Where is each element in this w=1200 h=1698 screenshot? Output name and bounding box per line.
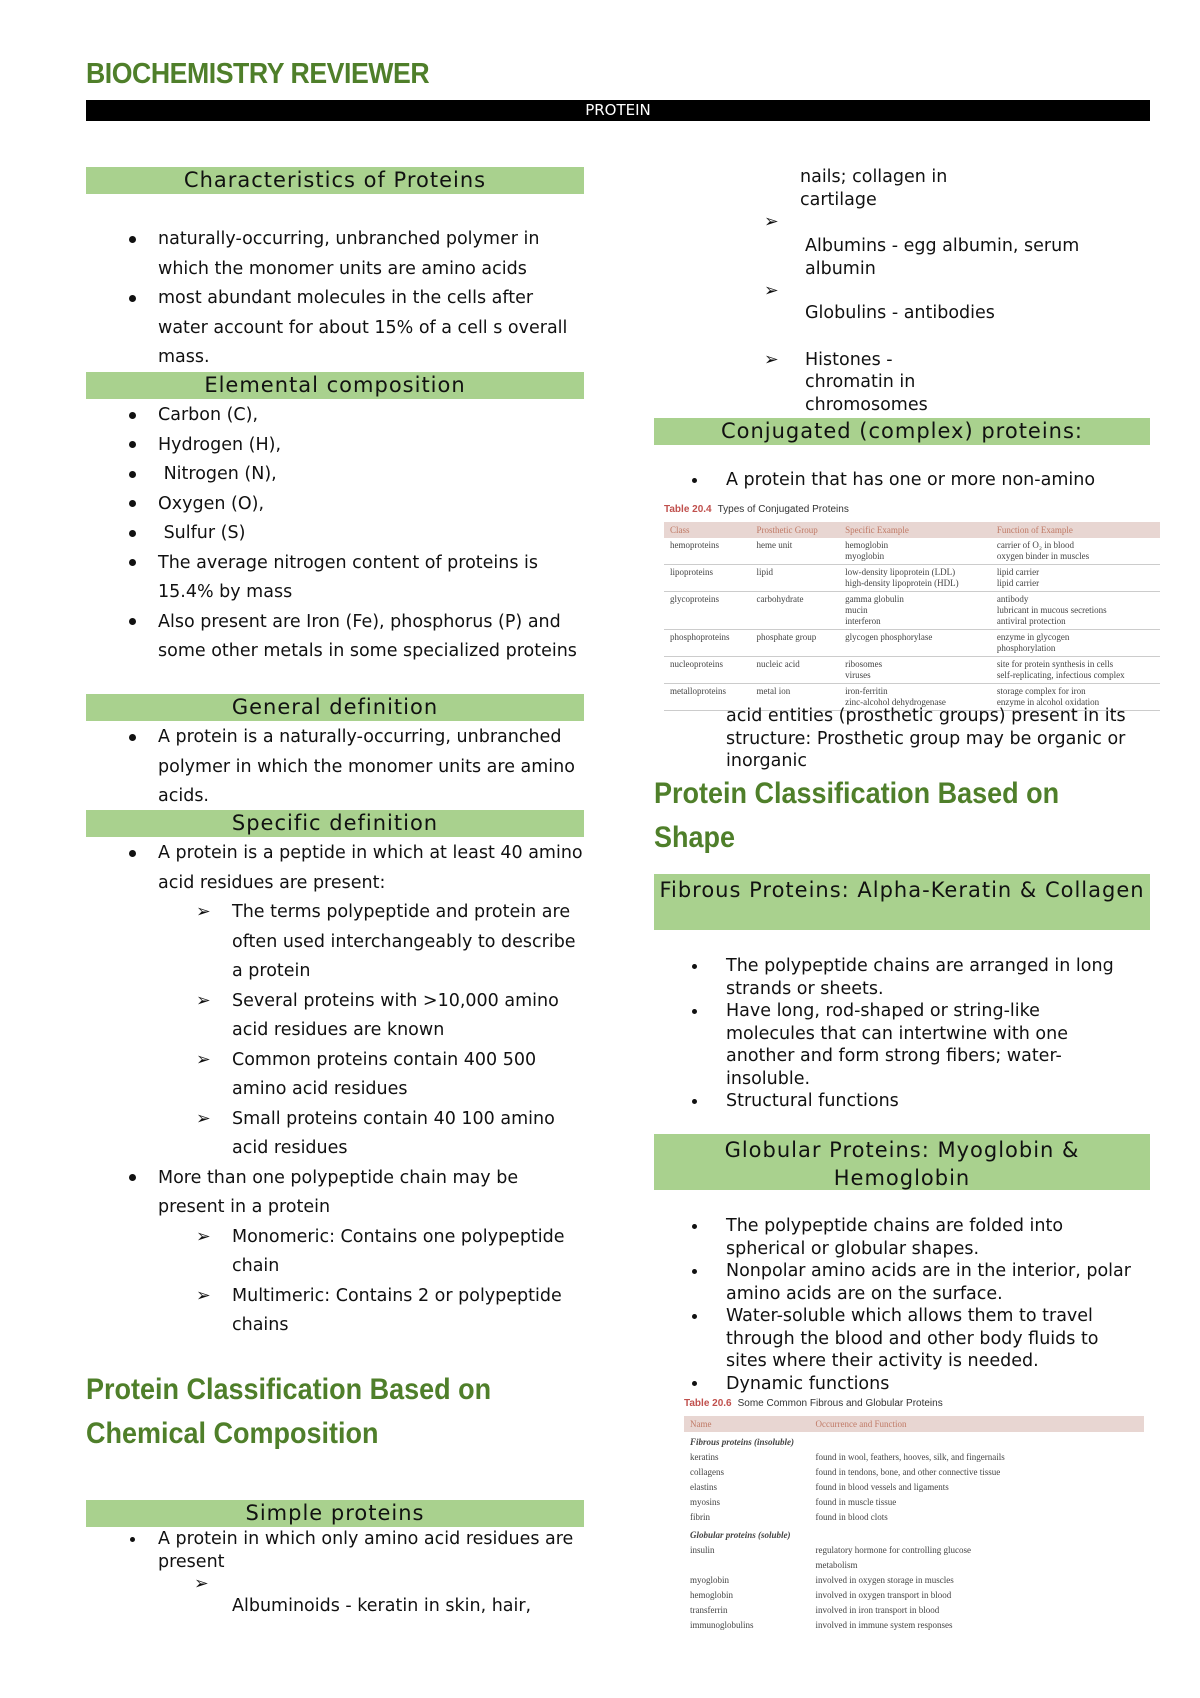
table-cell: iron-ferritin zinc-alcohol dehydrogenase (839, 684, 991, 711)
document-title: BIOCHEMISTRY REVIEWER (86, 58, 430, 90)
list-item: A protein in which only amino acid residues are present (86, 1528, 586, 1573)
list-item: The average nitrogen content of proteins is 15.4% by mass (86, 549, 586, 608)
table-cell: immunoglobulins (690, 1620, 754, 1630)
sub-list-item: ➢ Multimeric: Contains 2 or polypeptide chains (196, 1285, 562, 1335)
sub-list-item: ➢ Common proteins contain 400 500 amino acid residues (196, 1049, 537, 1099)
table-header-cell: Prosthetic Group (751, 522, 840, 538)
table-group-label: Globular proteins (soluble) (690, 1530, 791, 1540)
characteristics-list (86, 225, 586, 373)
table-row (684, 1573, 1144, 1588)
table-row (664, 630, 1160, 657)
table-row (684, 1480, 1144, 1495)
chemical-classification-title: Protein Classification Based on Chemical Composition (86, 1373, 492, 1450)
table-group-row (684, 1432, 1144, 1450)
sub-list-item: ➢ Globulins - antibodies (764, 281, 995, 323)
list-item: A protein is a peptide in which at least 40 amino acid residues are present: (86, 839, 586, 898)
table-cell: involved in immune system responses (815, 1620, 953, 1630)
table-cell: low-density lipoprotein (LDL) high-density lipoprotein (HDL) (839, 565, 991, 592)
fibrous-globular-table (684, 1416, 1144, 1633)
specific-list (86, 839, 586, 1341)
table-row (664, 657, 1160, 684)
table-cell: involved in oxygen storage in muscles (815, 1575, 954, 1585)
list-item: naturally-occurring, unbranched polymer in which the monomer units are amino acids (86, 225, 586, 284)
table-cell: glycogen phosphorylase (839, 630, 991, 657)
sub-list-item: ➢ Histones - chromatin in chromosomes (764, 349, 928, 415)
sub-list-item: ➢ The terms polypeptide and protein are often used interchangeably to describe a protein (196, 902, 576, 981)
list-item: The polypeptide chains are folded into spherical or globular shapes. (654, 1215, 1154, 1260)
table-group-row (684, 1525, 1144, 1543)
table-cell: gamma globulin mucin interferon (839, 592, 991, 630)
table-cell: found in blood vessels and ligaments (815, 1482, 949, 1492)
general-heading: General definition (86, 694, 584, 721)
list-item: More than one polypeptide chain may be present in a protein (86, 1164, 586, 1223)
elemental-heading: Elemental composition (86, 372, 584, 399)
conjugated-proteins-table (664, 522, 1160, 711)
table-header-cell: Name (684, 1416, 810, 1432)
table-cell: elastins (690, 1482, 717, 1492)
list-item: Sulfur (S) (86, 519, 586, 549)
table-cell: ribosomes viruses (839, 657, 991, 684)
table-group-label: Fibrous proteins (insoluble) (690, 1437, 795, 1447)
elemental-list (86, 401, 586, 667)
globular-list (654, 1215, 1154, 1395)
sub-list-item: ➢ Several proteins with >10,000 amino acid residues are known (196, 990, 559, 1040)
table-cell: storage complex for iron enzyme in alcohol oxidation (991, 684, 1160, 711)
table-row (684, 1465, 1144, 1480)
table-cell: keratins (690, 1452, 719, 1462)
table-cell: hemoglobin myoglobin (839, 538, 991, 565)
list-item: Oxygen (O), (86, 490, 586, 520)
list-item: Water-soluble which allows them to travel through the blood and other body fluids to sites where their activity is needed. (654, 1305, 1154, 1373)
table-cell: involved in iron transport in blood (815, 1605, 940, 1615)
table-row (684, 1495, 1144, 1510)
sub-list-item: ➢ Monomeric: Contains one polypeptide chain (196, 1226, 565, 1276)
table-row (684, 1588, 1144, 1603)
table-cell: metalloproteins (664, 684, 751, 711)
table-cell: hemoglobin (690, 1590, 733, 1600)
table-row (664, 565, 1160, 592)
table-cell: found in wool, feathers, hooves, silk, and fingernails (815, 1452, 1005, 1462)
table-row (684, 1603, 1144, 1618)
simple-proteins-continued: nails; collagen in cartilage ➢ Albumins - egg albumin, serum albumin ➢ Globulins - antibodies ➢ Histones - chromatin in chromosomes (654, 166, 1154, 416)
table-cell: found in muscle tissue (815, 1497, 897, 1507)
fibrous-list (654, 955, 1154, 1113)
table-cell: lipid carrier lipid carrier (991, 565, 1160, 592)
table-row (684, 1450, 1144, 1465)
list-item: Carbon (C), (86, 401, 586, 431)
list-item: Nonpolar amino acids are in the interior, polar amino acids are on the surface. (654, 1260, 1154, 1305)
table-cell: phosphate group (751, 630, 840, 657)
table-row (684, 1510, 1144, 1525)
sub-list-item: ➢ Albuminoids - keratin in skin, hair, (194, 1574, 532, 1616)
table-cell: insulin (690, 1545, 715, 1555)
table-cell: found in tendons, bone, and other connective tissue (815, 1467, 1001, 1477)
list-item: Dynamic functions (654, 1373, 1154, 1396)
characteristics-heading: Characteristics of Proteins (86, 167, 584, 194)
sub-list-item: ➢ Albumins - egg albumin, serum albumin (764, 212, 1080, 279)
table-cell: glycoproteins (664, 592, 751, 630)
table-cell: nucleic acid (751, 657, 840, 684)
list-item: Hydrogen (H), (86, 431, 586, 461)
simple-proteins-heading: Simple proteins (86, 1500, 584, 1527)
table-header-cell: Class (664, 522, 751, 538)
fibrous-heading: Fibrous Proteins: Alpha-Keratin & Collagen (654, 874, 1150, 930)
table-cell: myosins (690, 1497, 721, 1507)
list-item: A protein that has one or more non-amino (654, 469, 1154, 492)
table-cell: heme unit (751, 538, 840, 565)
simple-proteins-list (86, 1528, 586, 1618)
table-cell: phosphoproteins (664, 630, 751, 657)
table-row (684, 1618, 1144, 1633)
table-cell: lipid (751, 565, 840, 592)
table-cell: carrier of O₂ in blood oxygen binder in muscles (991, 538, 1160, 565)
table-cell: found in blood clots (815, 1512, 888, 1522)
conjugated-bullet-start (654, 469, 1154, 492)
table-cell: collagens (690, 1467, 724, 1477)
conjugated-bullet-end: acid entities (prosthetic groups) present in its structure: Prosthetic group may be organic or inorganic (726, 706, 1126, 771)
list-item: Structural functions (654, 1090, 1154, 1113)
general-list (86, 723, 586, 812)
table-cell: metal ion (751, 684, 840, 711)
table-cell: involved in oxygen transport in blood (815, 1590, 952, 1600)
shape-classification-title: Protein Classification Based on Shape (654, 777, 1060, 854)
table-cell: transferrin (690, 1605, 728, 1615)
conjugated-heading: Conjugated (complex) proteins: (654, 418, 1150, 445)
table-cell: site for protein synthesis in cells self-replicating, infectious complex (991, 657, 1160, 684)
table-cell: enzyme in glycogen phosphorylation (991, 630, 1160, 657)
table-cell: nucleoproteins (664, 657, 751, 684)
table-header-cell: Occurrence and Function (810, 1416, 1144, 1432)
list-item: Nitrogen (N), (86, 460, 586, 490)
table-row (684, 1543, 1144, 1573)
table2-caption: Table 20.6 Some Common Fibrous and Globular Proteins (684, 1398, 943, 1409)
list-item: most abundant molecules in the cells after water account for about 15% of a cell s overall mass. (86, 284, 586, 373)
sub-list-item: ➢ Small proteins contain 40 100 amino acid residues (196, 1108, 555, 1158)
table-cell: hemoproteins (664, 538, 751, 565)
list-item: The polypeptide chains are arranged in long strands or sheets. (654, 955, 1154, 1000)
list-item: A protein is a naturally-occurring, unbranched polymer in which the monomer units are amino acids. (86, 723, 586, 812)
table-caption: Table 20.4 Types of Conjugated Proteins (664, 504, 849, 515)
table-row (664, 592, 1160, 630)
list-item: Have long, rod-shaped or string-like molecules that can intertwine with one another and form strong fibers; water-insoluble. (654, 1000, 1154, 1090)
table-cell: lipoproteins (664, 565, 751, 592)
table-cell: fibrin (690, 1512, 710, 1522)
table-cell: antibody lubricant in mucous secretions antiviral protection (991, 592, 1160, 630)
specific-heading: Specific definition (86, 810, 584, 837)
table-cell: regulatory hormone for controlling glucose metabolism (815, 1545, 971, 1570)
topic-bar: PROTEIN (86, 100, 1150, 121)
list-item: Also present are Iron (Fe), phosphorus (P) and some other metals in some specialized proteins (86, 608, 586, 667)
table-header-cell: Specific Example (839, 522, 991, 538)
table-row (664, 538, 1160, 565)
table-cell: myoglobin (690, 1575, 730, 1585)
table-cell: carbohydrate (751, 592, 840, 630)
table-header-cell: Function of Example (991, 522, 1160, 538)
globular-heading: Globular Proteins: Myoglobin & Hemoglobin (654, 1134, 1150, 1190)
